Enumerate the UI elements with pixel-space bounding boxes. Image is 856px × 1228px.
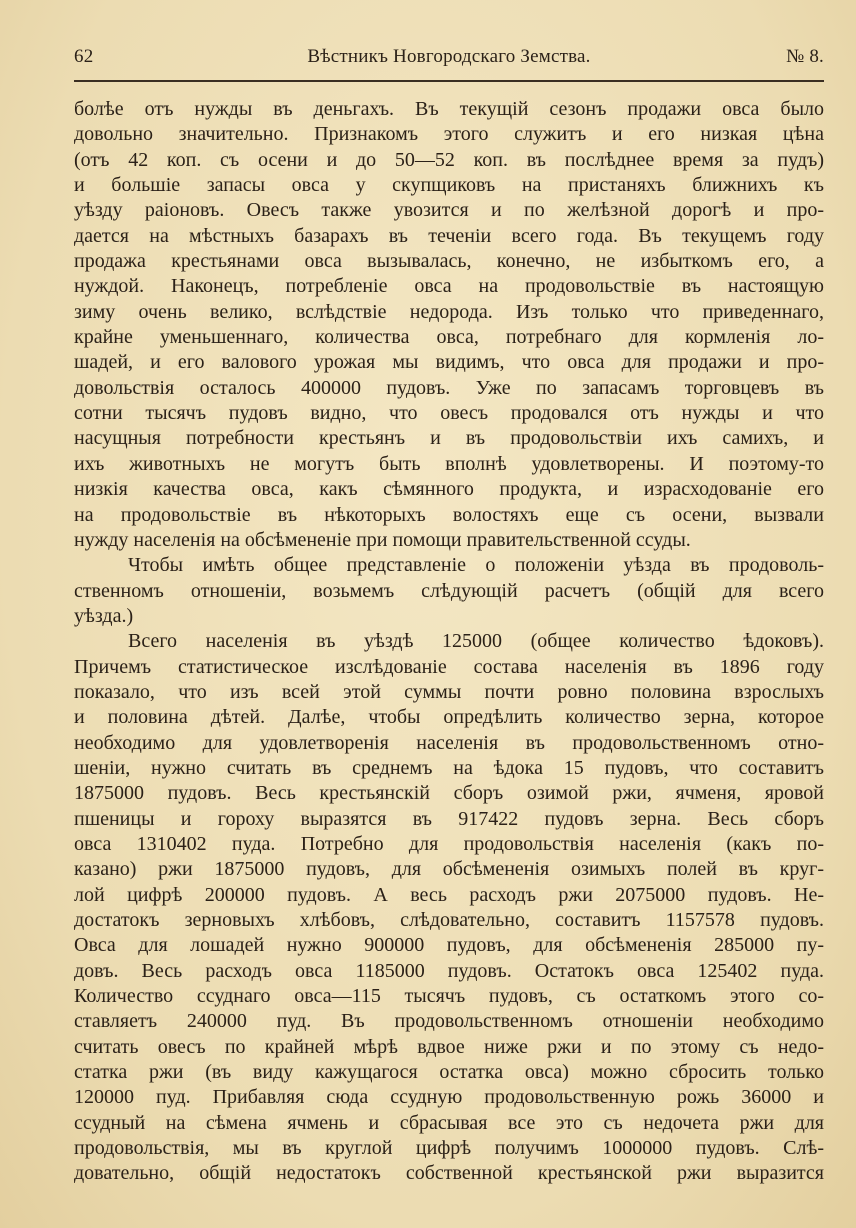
text-line: (отъ 42 коп. съ осени и до 50—52 коп. въ послѣднее время за пудъ) [74, 148, 824, 171]
text-line: шадей, и его валового урожая мы видимъ, что овса для продажи и про- [74, 351, 824, 374]
text-line: довольно значительно. Признакомъ этого служитъ и его низкая цѣна [74, 123, 824, 146]
text-line: овса 1310402 пуда. Потребно для продовольствія населенія (какъ по- [74, 832, 824, 855]
journal-title: Вѣстникъ Новгородскаго Земства. [307, 46, 591, 67]
text-line: продовольствія, мы въ круглой цифрѣ получимъ 1000000 пудовъ. Слѣ- [74, 1137, 824, 1160]
text-line: ставляетъ 240000 пуд. Въ продовольственномъ отношеніи необходимо [74, 1010, 824, 1033]
text-line: Количество ссуднаго овса—115 тысячъ пудовъ, съ остаткомъ этого со- [74, 985, 824, 1008]
text-line: низкія качества овса, какъ сѣмянного продукта, и израсходованіе его [74, 478, 824, 501]
text-line: ссудный на сѣмена ячмень и сбрасывая все это съ недочета ржи для [74, 1111, 824, 1134]
text-line: ихъ животныхъ не могутъ быть вполнѣ удовлетворены. И поэтому-то [74, 452, 824, 475]
text-line: 1875000 пудовъ. Весь крестьянскій сборъ озимой ржи, ячменя, яровой [74, 782, 824, 805]
text-line: сотни тысячъ пудовъ видно, что овесъ продовался отъ нужды и что [74, 402, 824, 425]
text-line: достатокъ зерновыхъ хлѣбовъ, слѣдовательно, составитъ 1157578 пудовъ. [74, 909, 824, 931]
text-line: казано) ржи 1875000 пудовъ, для обсѣмененія озимыхъ полей въ круг- [74, 858, 824, 881]
text-line: Чтобы имѣть общее представленіе о положеніи уѣзда въ продоволь- [128, 554, 824, 577]
text-line: зиму очень велико, вслѣдствіе недорода. Изъ только что приведеннаго, [74, 300, 824, 323]
text-line: дается на мѣстныхъ базарахъ въ теченіи всего года. Въ текущемъ году [74, 224, 824, 247]
text-line: пшеницы и гороху выразятся въ 917422 пудовъ зерна. Весь сборъ [74, 807, 824, 830]
text-line: уѣзду раіоновъ. Овесъ также увозится и по желѣзной дорогѣ и про- [74, 199, 824, 222]
text-line: довольствія осталось 400000 пудовъ. Уже по запасамъ торговцевъ въ [74, 376, 824, 399]
text-line: на продовольствіе въ нѣкоторыхъ волостяхъ еще съ осени, вызвали [74, 503, 824, 526]
page-number: 62 [74, 46, 94, 67]
text-line: ственномъ отношеніи, возьмемъ слѣдующій расчетъ (общій для всего [74, 579, 824, 602]
text-line: показало, что изъ всей этой суммы почти ровно половина взрослыхъ [74, 680, 824, 703]
text-line: довательно, общій недостатокъ собственной крестьянской ржи выразится [74, 1162, 824, 1185]
text-line: нужду населенія на обсѣмененіе при помощи правительственной ссуды. [74, 528, 691, 551]
text-line: Овса для лошадей нужно 900000 пудовъ, для обсѣмененія 285000 пу- [74, 934, 824, 957]
text-line: болѣе отъ нужды въ деньгахъ. Въ текущій сезонъ продажи овса было [74, 98, 824, 120]
text-line: нуждой. Наконецъ, потребленіе овса на продовольствіе въ настоящую [74, 275, 824, 298]
issue-number: № 8. [786, 46, 824, 67]
page-header [74, 46, 824, 72]
text-line: необходимо для удовлетворенія населенія въ продовольственномъ отно- [74, 731, 824, 754]
text-line: Всего населенія въ уѣздѣ 125000 (общее количество ѣдоковъ). [128, 630, 824, 653]
document-page [74, 0, 824, 1228]
text-line: насущныя потребности крестьянъ и въ продовольствіи ихъ самихъ, и [74, 427, 824, 450]
text-line: крайне уменьшеннаго, количества овса, потребнаго для кормленія ло- [74, 326, 824, 349]
text-line: 120000 пуд. Прибавляя сюда ссудную продовольственную рожь 36000 и [74, 1086, 824, 1109]
text-line: уѣзда.) [74, 604, 134, 627]
text-line: статка ржи (въ виду кажущагося остатка овса) можно сбросить только [74, 1061, 824, 1084]
text-line: шеніи, нужно считать въ среднемъ на ѣдока 15 пудовъ, что составитъ [74, 756, 824, 779]
text-line: Причемъ статистическое изслѣдованіе состава населенія въ 1896 году [74, 655, 824, 678]
text-line: довъ. Весь расходъ овса 1185000 пудовъ. Остатокъ овса 125402 пуда. [74, 959, 824, 982]
body-text [74, 97, 824, 1187]
text-line: и большіе запасы овса у скупщиковъ на пристаняхъ ближнихъ къ [74, 174, 824, 197]
header-rule [74, 80, 824, 82]
text-line: и половина дѣтей. Далѣе, чтобы опредѣлить количество зерна, которое [74, 706, 824, 729]
text-line: считать овесъ по крайней мѣрѣ вдвое ниже ржи и по этому съ недо- [74, 1035, 824, 1058]
text-line: лой цифрѣ 200000 пудовъ. А весь расходъ ржи 2075000 пудовъ. Не- [74, 883, 824, 906]
text-line: продажа крестьянами овса вызывалась, конечно, не избыткомъ его, а [74, 250, 824, 273]
